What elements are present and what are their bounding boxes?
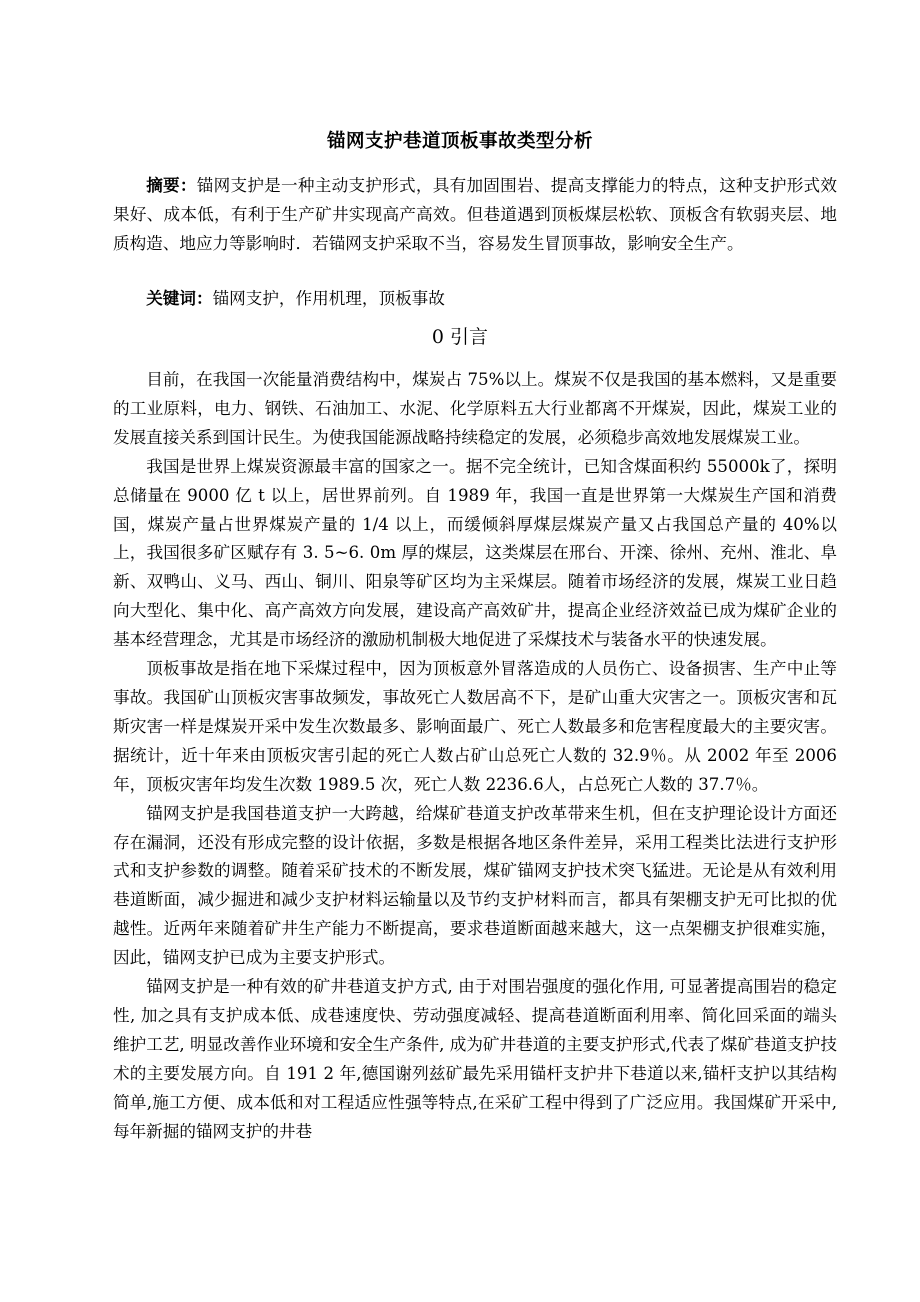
abstract-label: 摘要：: [146, 176, 197, 195]
section-heading: 0 引言: [431, 326, 489, 348]
paragraph: 我国是世界上煤炭资源最丰富的国家之一。据不完全统计，已知含煤面积约 55000k了，探明总储量在 9000 亿 t 以上，居世界前列。自 1989 年，我国一直是世界第一大煤炭生产国和消费国，煤炭产量占世界煤炭产量的 1/4 以上，而缓倾斜厚煤层煤炭产量又占我国总产量的 40%以上，我国很多矿区赋存有 3. 5~6. 0m 厚的煤层，这类煤层在邢台、开滦、徐州、充州、淮北、阜新、双鸭山、义马、西山、铜川、阳泉等矿区均为主采煤层。随着市场经济的发展，煤炭工业日趋向大型化、集中化、高产高效方向发展，建设高产高效矿井，提高企业经济效益已成为煤矿企业的基本经营理念，尤其是市场经济的激励机制极大地促进了采煤技术与装备水平的快速发展。: [113, 456, 837, 650]
paragraph: 顶板事故是指在地下采煤过程中，因为顶板意外冒落造成的人员伤亡、设备损害、生产中止等事故。我国矿山顶板灾害事故频发，事故死亡人数居高不下，是矿山重大灾害之一。顶板灾害和瓦斯灾害一样是煤炭开采中发生次数最多、影响面最广、死亡人数最多和危害程度最大的主要灾害。据统计，近十年来由顶板灾害引起的死亡人数占矿山总死亡人数的 32.9％。从 2002 年至 2006 年，顶板灾害年均发生次数 1989.5 次，死亡人数 2236.6人，占总死亡人数的 37.7％。: [113, 659, 837, 794]
keywords-label: 关键词：: [146, 289, 213, 308]
paragraph: 锚网支护是我国巷道支护一大跨越，给煤矿巷道支护改革带来生机，但在支护理论设计方面还存在漏洞，还没有形成完整的设计依据，多数是根据各地区条件差异，采用工程类比法进行支护形式和支护参数的调整。随着采矿技术的不断发展，煤矿锚网支护技术突飞猛进。无论是从有效利用巷道断面，减少掘进和减少支护材料运输量以及节约支护材料而言，都具有架棚支护无可比拟的优越性。近两年来随着矿井生产能力不断提高，要求巷道断面越来越大，这一点架棚支护很难实施，因此，锚网支护已成为主要支护形式。: [113, 803, 837, 968]
keywords: [113, 285, 837, 314]
paragraph: 目前，在我国一次能量消费结构中，煤炭占 75%以上。煤炭不仅是我国的基本燃料，又是重要的工业原料，电力、钢铁、石油加工、水泥、化学原料五大行业都离不开煤炭，因此，煤炭工业的发展直接关系到国计民生。为使我国能源战略持续稳定的发展，必须稳步高效地发展煤炭工业。: [113, 370, 837, 447]
paragraph: 锚网支护是一种有效的矿井巷道支护方式, 由于对围岩强度的强化作用, 可显著提高围岩的稳定性, 加之具有支护成本低、成巷速度快、劳动强度减轻、提高巷道断面利用率、简化回采面的端头维护工艺, 明显改善作业环境和安全生产条件, 成为矿井巷道的主要支护形式,代表了煤矿巷道支护技术的主要发展方向。自 191 2 年,德国谢列兹矿最先采用锚杆支护井下巷道以来,锚杆支护以其结构简单,施工方便、成本低和对工程适应性强等特点,在采矿工程中得到了广泛应用。我国煤矿开采中,每年新掘的锚网支护的井巷: [113, 977, 837, 1141]
abstract: [113, 172, 837, 259]
document-title: 锚网支护巷道顶板事故类型分析: [326, 131, 593, 152]
main-text: [113, 366, 837, 1146]
abstract-text: 锚网支护是一种主动支护形式，具有加固围岩、提高支撑能力的特点，这种支护形式效果好、成本低，有利于生产矿井实现高产高效。但巷道遇到顶板煤层松软、顶板含有软弱夹层、地质构造、地应力等影响时．若锚网支护采取不当，容易发生冒顶事故，影响安全生产。: [113, 176, 838, 253]
keywords-text: 锚网支护，作用机理，顶板事故: [212, 289, 445, 308]
